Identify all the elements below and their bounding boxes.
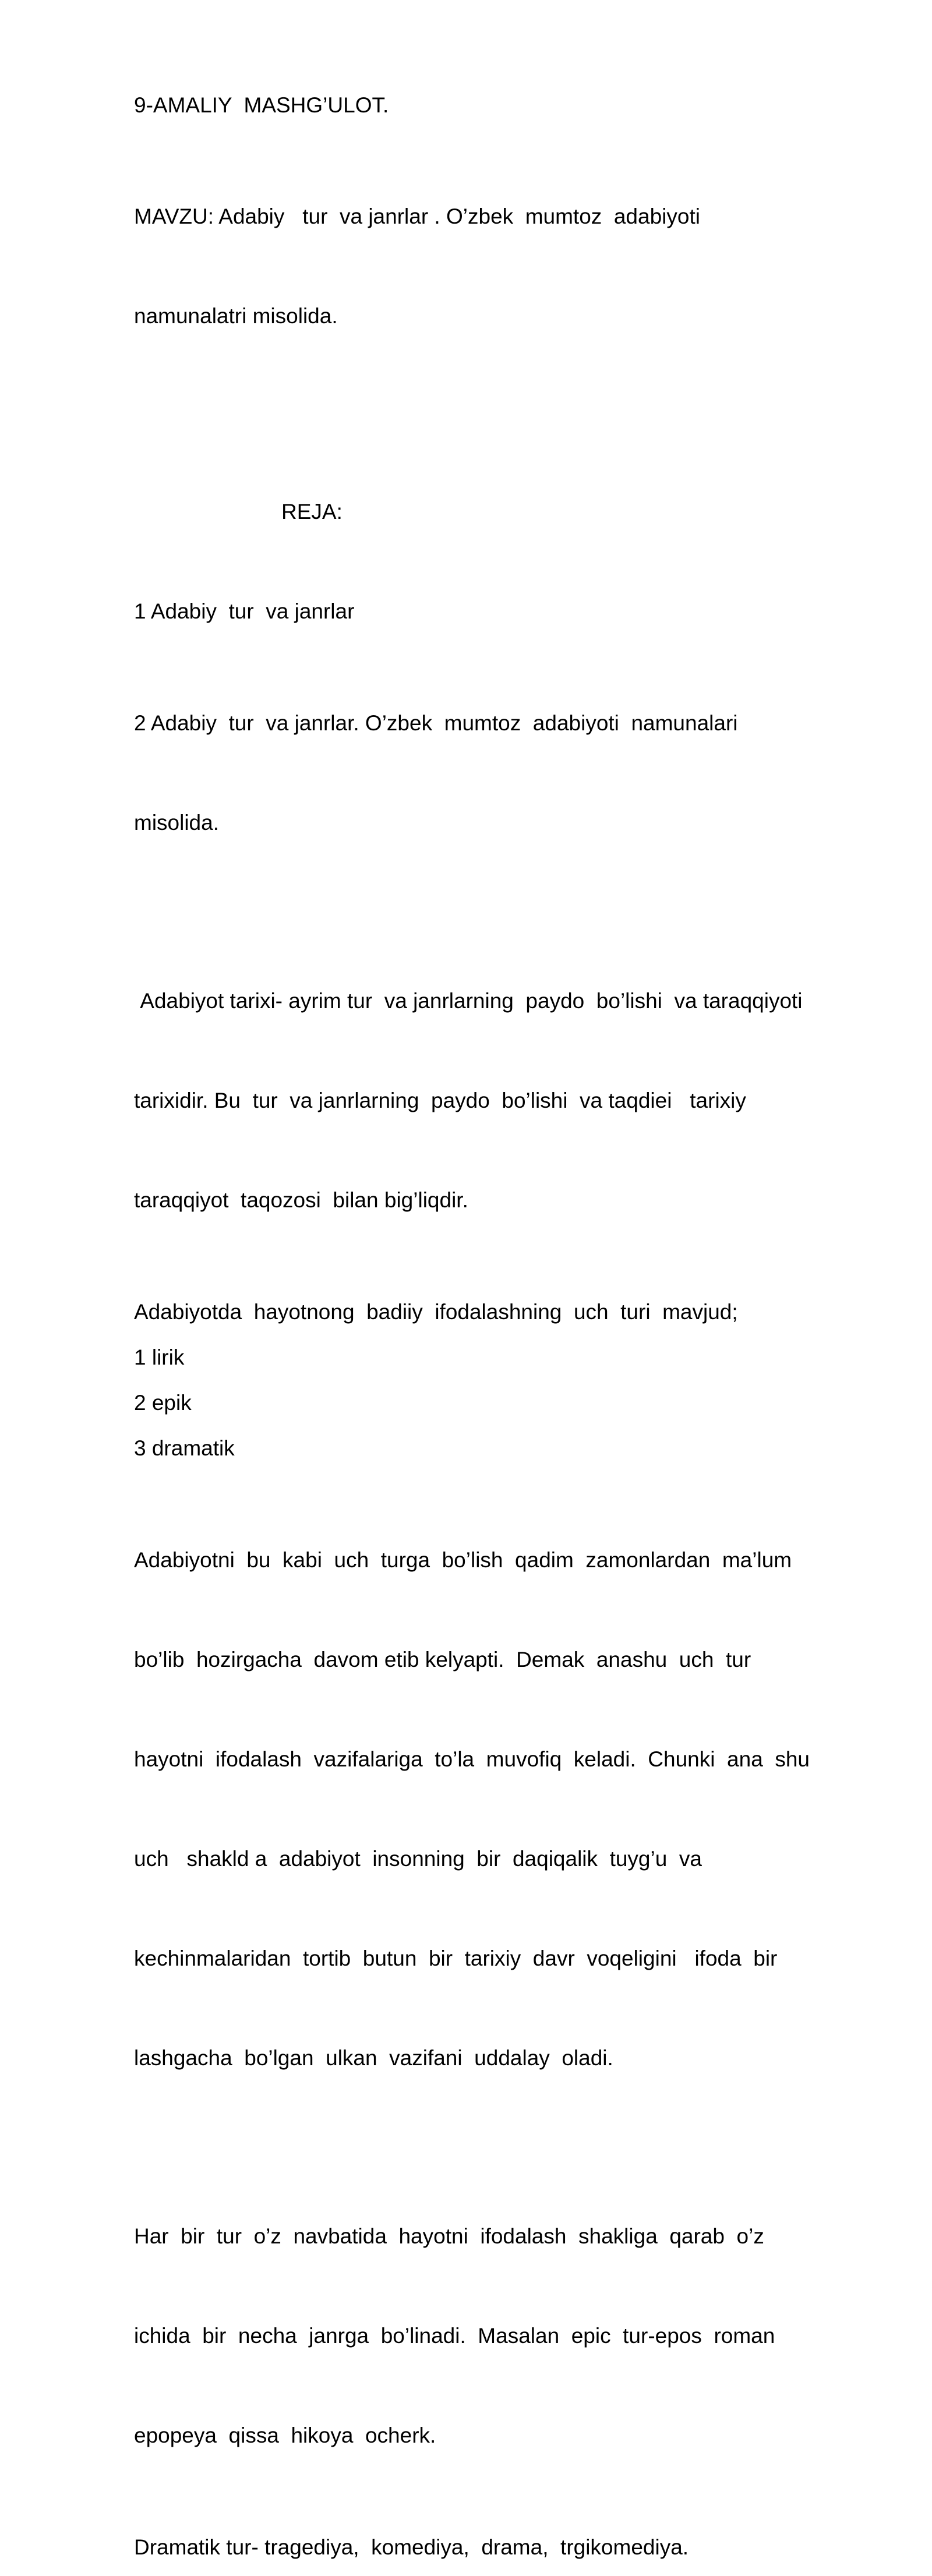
paragraph-line: ichida bir necha janrga bo’linadi. Masalan epic tur-epos roman <box>134 2324 775 2348</box>
plan-item-line: 2 Adabiy tur va janrlar. O’zbek mumtoz adabiyoti namunalari <box>134 711 738 735</box>
topic-line: MAVZU: Adabiy tur va janrlar . O’zbek mumtoz adabiyoti <box>134 204 700 228</box>
list-item-dramatik: 3 dramatik <box>134 1436 235 1460</box>
topic-heading <box>134 133 862 399</box>
paragraph-history <box>134 918 862 1283</box>
paragraph-line: kechinmalaridan tortib butun bir tarixiy davr voqeligini ifoda bir <box>134 1946 778 1970</box>
paragraph-line: taraqqiyot taqozosi bilan big’liqdir. <box>134 1188 468 1212</box>
plan-heading: REJA: <box>281 500 343 524</box>
paragraph-line: epopeya qissa hikoya ocherk. <box>134 2423 436 2447</box>
paragraph-line: Adabiyotni bu kabi uch turga bo’lish qadim zamonlardan ma’lum <box>134 1548 792 1572</box>
paragraph-types-intro: Adabiyotda hayotnong badiiy ifodalashning uch turi mavjud; <box>134 1300 738 1324</box>
paragraph-line: lashgacha bo’lgan ulkan vazifani uddalay oladi. <box>134 2046 613 2070</box>
paragraph-genres <box>134 2153 862 2518</box>
plan-item-1: 1 Adabiy tur va janrlar <box>134 599 355 623</box>
plan-item-line: misolida. <box>134 811 219 835</box>
plan-item-2 <box>134 640 862 906</box>
paragraph-dramatic: Dramatik tur- tragediya, komediya, drama, trgikomediya. <box>134 2535 689 2559</box>
list-item-epik: 2 epik <box>134 1391 192 1415</box>
paragraph-line: uch shakld a adabiyot insonning bir daqiqalik tuyg’u va <box>134 1847 702 1871</box>
document-body <box>134 89 862 2576</box>
paragraph-line: tarixidir. Bu tur va janrlarning paydo bo’lishi va taqdiei tarixiy <box>134 1089 746 1112</box>
paragraph-line: bo’lib hozirgacha davom etib kelyapti. Demak anashu uch tur <box>134 1648 751 1672</box>
paragraph-three-types <box>134 1477 862 2141</box>
paragraph-line: Adabiyot tarixi- ayrim tur va janrlarning paydo bo’lishi va taraqqiyoti <box>134 989 803 1013</box>
paragraph-line: hayotni ifodalash vazifalariga to’la muvofiq keladi. Chunki ana shu <box>134 1747 810 1771</box>
list-item-lirik: 1 lirik <box>134 1345 185 1369</box>
document-title: 9-AMALIY MASHG’ULOT. <box>134 93 389 117</box>
topic-line: namunalatri misolida. <box>134 304 338 328</box>
paragraph-line: Har bir tur o’z navbatida hayotni ifodalash shakliga qarab o’z <box>134 2224 764 2248</box>
